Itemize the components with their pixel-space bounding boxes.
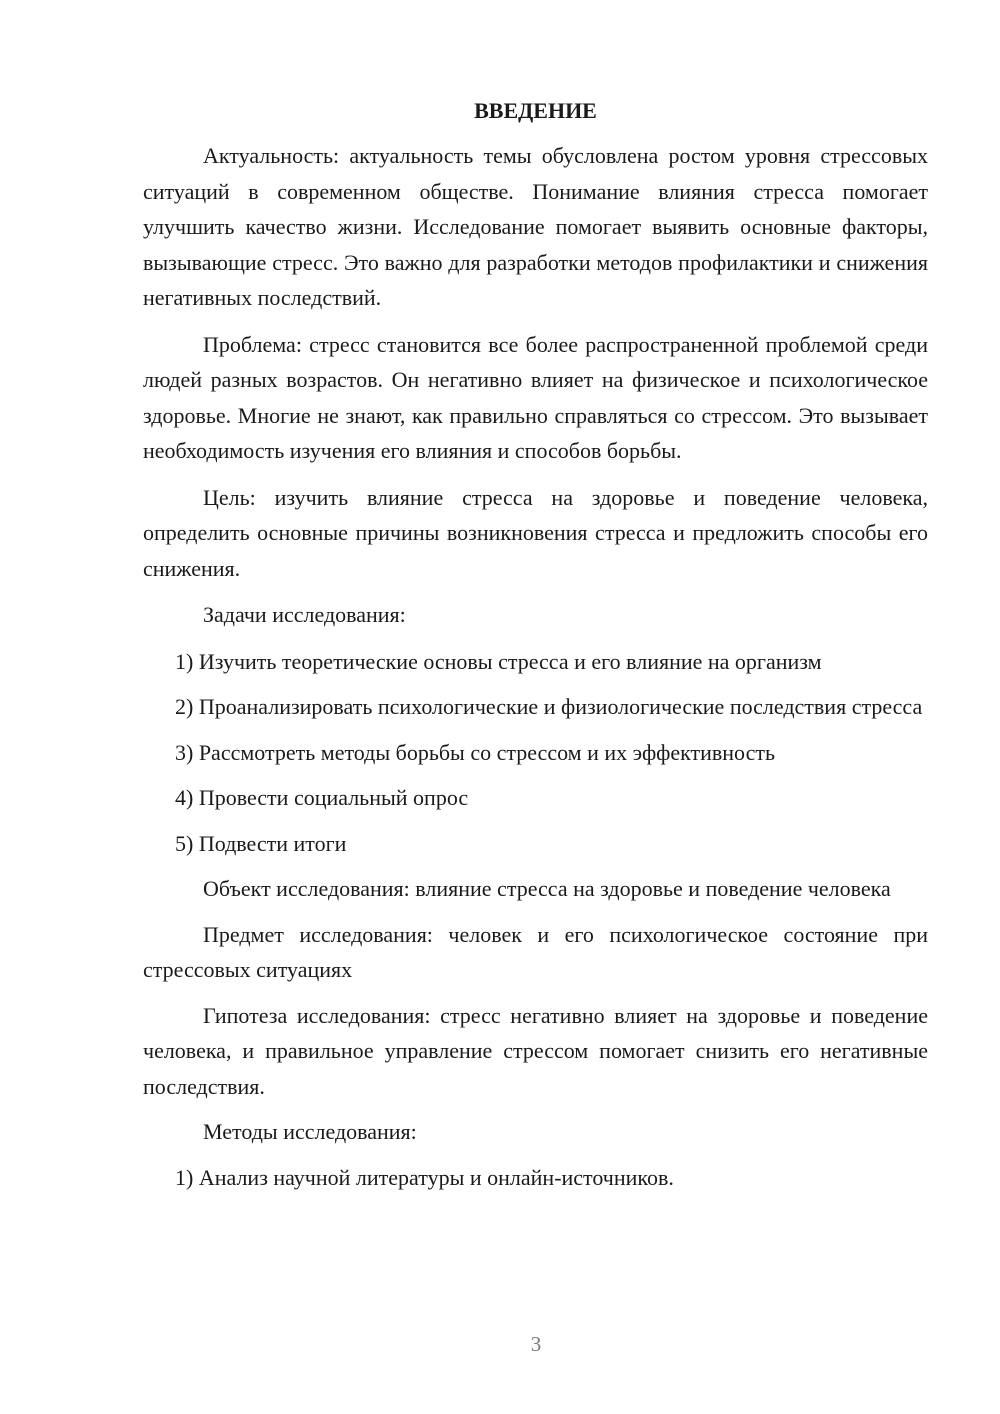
- tasks-heading: Задачи исследования:: [203, 602, 406, 627]
- object-paragraph: Объект исследования: влияние стресса на здоровье и поведение человека: [203, 876, 891, 901]
- task-item-3: 3) Рассмотреть методы борьбы со стрессом и их эффективность: [175, 739, 776, 765]
- subject-paragraph: Предмет исследования: человек и его психологическое состояние при стрессовых ситуациях: [143, 921, 928, 982]
- hypothesis-paragraph: Гипотеза исследования: стресс негативно влияет на здоровье и поведение человека, и правильное управление стрессом помогает снизить его негативные последствия.: [143, 1002, 928, 1099]
- problem-paragraph: Проблема: стресс становится все более распространенной проблемой среди людей разных возрастов. Он негативно влияет на физическое и психологическое здоровье. Многие не знают, как правильно справляться со стрессом. Это вызывает необходимость изучения его влияния и способов борьбы.: [143, 331, 928, 463]
- page-number: 3: [530, 1332, 542, 1356]
- task-item-5: 5) Подвести итоги: [175, 830, 347, 856]
- method-item-1: 1) Анализ научной литературы и онлайн-источников.: [175, 1164, 674, 1190]
- task-item-1: 1) Изучить теоретические основы стресса и его влияние на организм: [175, 648, 822, 674]
- relevance-paragraph: Актуальность: актуальность темы обусловлена ростом уровня стрессовых ситуаций в современном обществе. Понимание влияния стресса помогает улучшить качество жизни. Исследование помогает выявить основные факторы, вызывающие стресс. Это важно для разработки методов профилактики и снижения негативных последствий.: [143, 143, 928, 310]
- section-title: ВВЕДЕНИЕ: [474, 98, 597, 123]
- task-item-2: 2) Проанализировать психологические и физиологические последствия стресса: [175, 694, 923, 719]
- document-page: [143, 95, 928, 1205]
- task-item-4: 4) Провести социальный опрос: [175, 785, 469, 810]
- goal-paragraph: Цель: изучить влияние стресса на здоровье и поведение человека, определить основные причины возникновения стресса и предложить способы его снижения.: [143, 484, 928, 581]
- methods-heading: Методы исследования:: [203, 1119, 417, 1144]
